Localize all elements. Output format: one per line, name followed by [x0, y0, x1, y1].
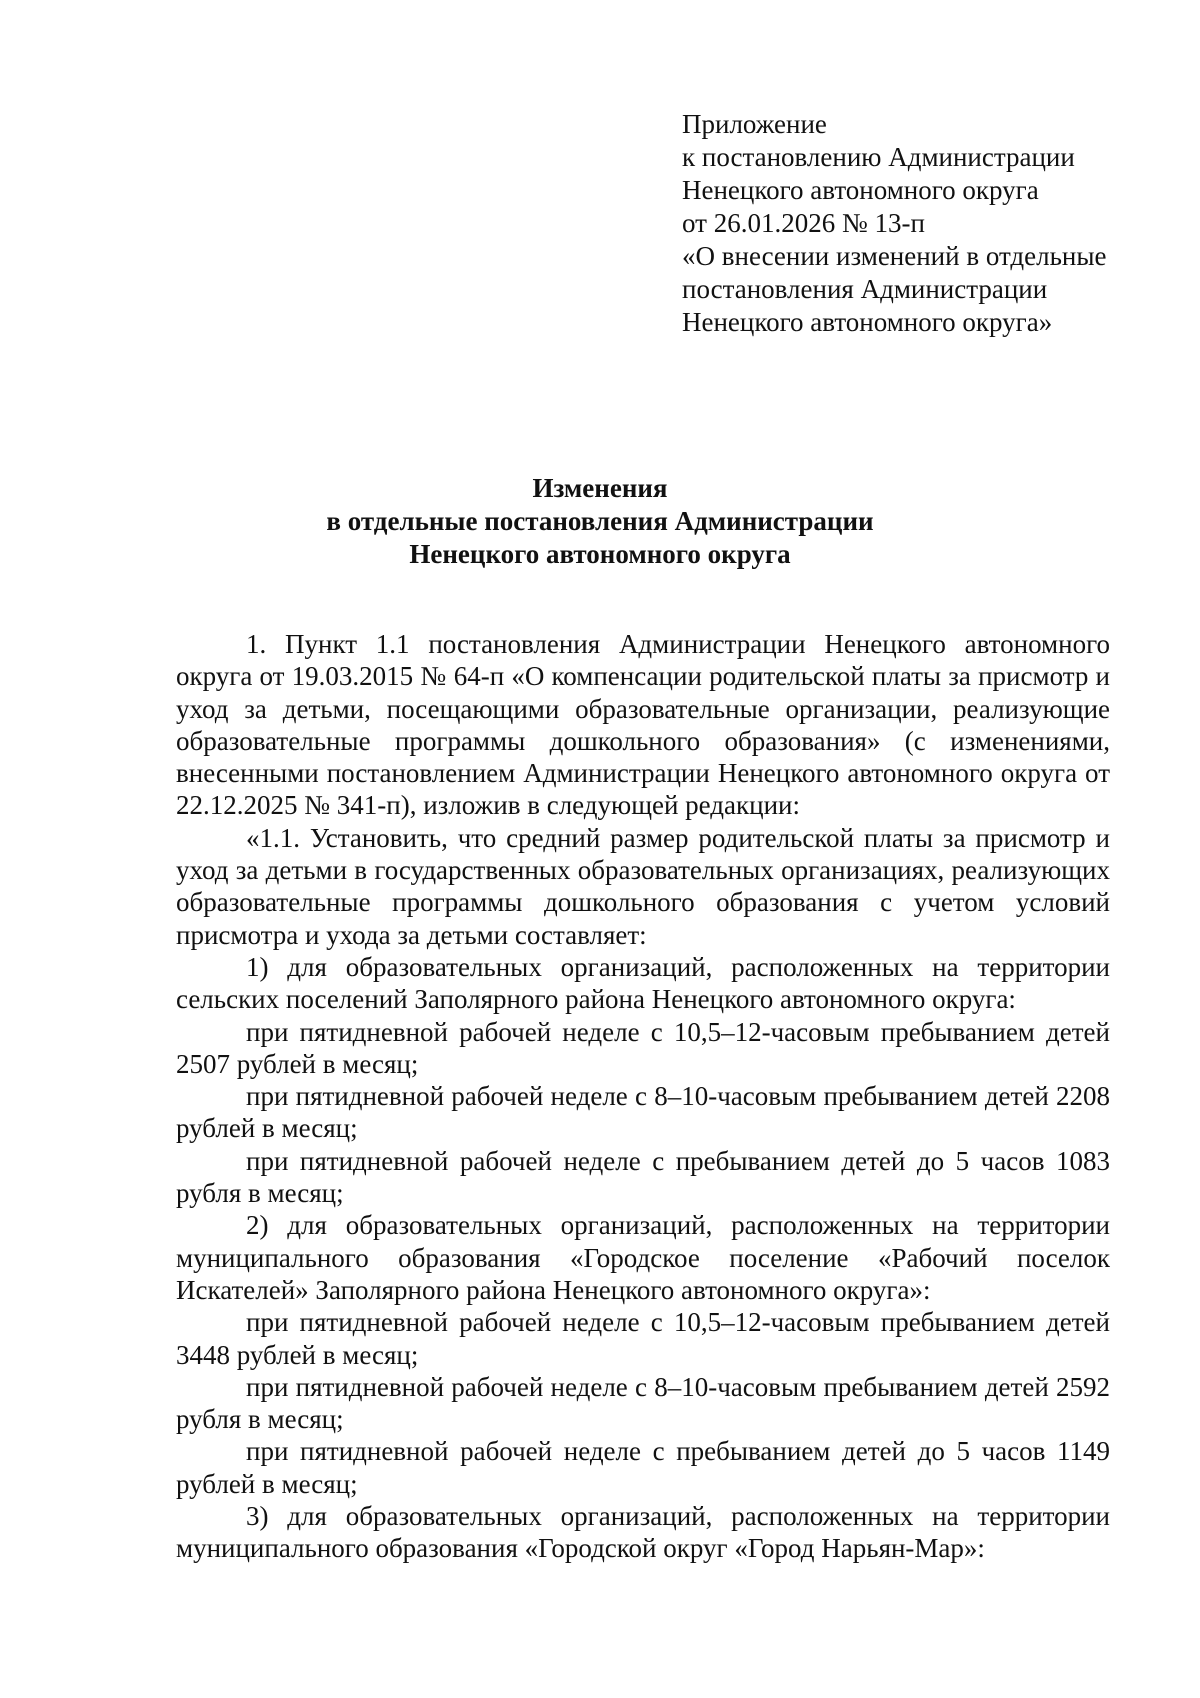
appendix-line: «О внесении изменений в отдельные — [682, 241, 1107, 271]
appendix-line: Ненецкого автономного округа» — [682, 307, 1053, 337]
paragraph-item-1: 1. Пункт 1.1 постановления Администрации Ненецкого автономного округа от 19.03.2015 № 64-п «О компенсации родительской платы за присмотр и уход за детьми, посещающими образовательные организации, реализующие образовательные программы дошкольного образования» (с изменениями, внесенными постановлением Администрации Ненецкого автономного округа от 22.12.2025 № 341-п), изложив в следующей редакции: — [176, 629, 1110, 821]
paragraph-rate: при пятидневной рабочей неделе с пребыванием детей до 5 часов 1149 рублей в месяц; — [176, 1436, 1110, 1499]
title-line: в отдельные постановления Администрации — [326, 506, 874, 536]
title-line: Ненецкого автономного округа — [409, 539, 791, 569]
appendix-line: Приложение — [682, 109, 827, 139]
document-body — [176, 628, 1110, 1565]
document-title — [120, 472, 1080, 571]
paragraph-subitem-3: 3) для образовательных организаций, расположенных на территории муниципального образования «Городской округ «Город Нарьян-Мар»: — [176, 1501, 1110, 1564]
appendix-block — [682, 108, 1182, 339]
paragraph-subitem-2: 2) для образовательных организаций, расположенных на территории муниципального образования «Городское поселение «Рабочий поселок Искателей» Заполярного района Ненецкого автономного округа»: — [176, 1210, 1110, 1305]
appendix-line: постановления Администрации — [682, 274, 1048, 304]
paragraph-rate: при пятидневной рабочей неделе с 10,5–12-часовым пребыванием детей 2507 рублей в месяц; — [176, 1016, 1110, 1079]
paragraph-rate: при пятидневной рабочей неделе с 10,5–12-часовым пребыванием детей 3448 рублей в месяц; — [176, 1307, 1110, 1370]
appendix-line: к постановлению Администрации — [682, 142, 1075, 172]
appendix-line: Ненецкого автономного округа — [682, 175, 1039, 205]
paragraph-subitem-1: 1) для образовательных организаций, расположенных на территории сельских поселений Заполярного района Ненецкого автономного округа: — [176, 951, 1110, 1015]
title-line: Изменения — [532, 473, 668, 503]
paragraph-rate: при пятидневной рабочей неделе с 8–10-часовым пребыванием детей 2208 рублей в месяц; — [176, 1081, 1110, 1144]
paragraph-rate: при пятидневной рабочей неделе с 8–10-часовым пребыванием детей 2592 рубля в месяц; — [176, 1371, 1110, 1435]
paragraph-clause-1-1: «1.1. Установить, что средний размер родительской платы за присмотр и уход за детьми в государственных образовательных организациях, реализующих образовательные программы дошкольного образования с учетом условий присмотра и ухода за детьми составляет: — [176, 822, 1110, 950]
appendix-line: от 26.01.2026 № 13-п — [682, 208, 925, 238]
paragraph-rate: при пятидневной рабочей неделе с пребыванием детей до 5 часов 1083 рубля в месяц; — [176, 1145, 1110, 1209]
